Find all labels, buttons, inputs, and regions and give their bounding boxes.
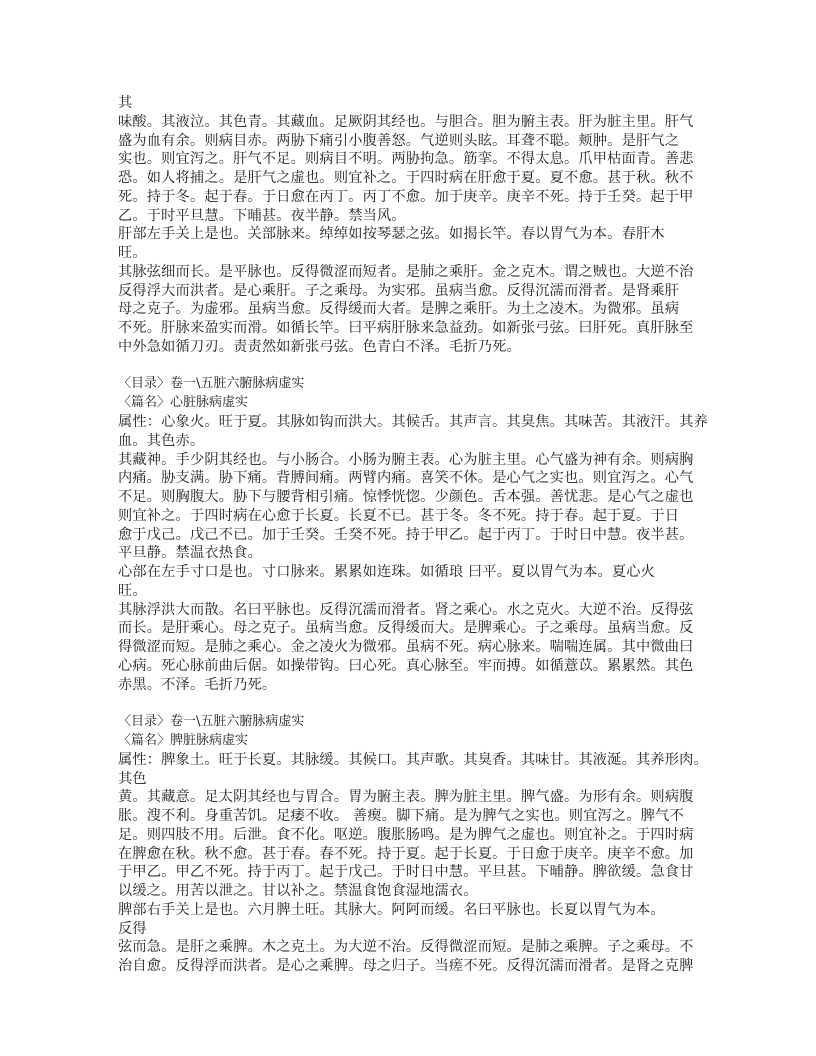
text-line: 旺。 [118, 582, 147, 599]
text-line: 死。持于冬。起于春。于日愈在丙丁。丙丁不愈。加于庚辛。庚辛不死。持于壬癸。起于甲 [118, 188, 694, 205]
text-line: 心部在左手寸口是也。寸口脉来。累累如连珠。如循琅 曰平。夏以胃气为本。夏心火 [118, 564, 656, 581]
text-line: 得微涩而短。是肺之乘心。金之凌火为微邪。虽病不死。病心脉来。喘喘连属。其中微曲曰 [118, 639, 694, 656]
text-line: 味酸。其液泣。其色青。其藏血。足厥阴其经也。与胆合。胆为腑主表。肝为脏主里。肝气 [118, 113, 694, 130]
text-line: 其脉浮洪大而散。名曰平脉也。反得沉濡而滑者。肾之乘心。水之克火。大逆不治。反得弦 [118, 601, 694, 618]
text-line: 不死。肝脉来盈实而滑。如循长竿。曰平病肝脉来急益劲。如新张弓弦。曰肝死。真肝脉至 [118, 320, 694, 337]
text-line: 盛为血有余。则病目赤。两胁下痛引小腹善怒。气逆则头眩。耳聋不聪。颊肿。是肝气之 [118, 132, 680, 149]
text-line: 内痛。胁支满。胁下痛。背膊间痛。两臂内痛。喜笑不休。是心气之实也。则宜泻之。心气 [118, 470, 694, 487]
text-line: 胀。溲不利。身重苦饥。足痿不收。 善瘈。脚下痛。是为脾气之实也。则宜泻之。脾气不 [118, 808, 684, 825]
text-line: 在脾愈在秋。秋不愈。甚于春。春不死。持于夏。起于长夏。于日愈于庚辛。庚辛不愈。加 [118, 845, 694, 862]
text-line: 母之克子。为虚邪。虽病当愈。反得缓而大者。是脾之乘肝。为土之凌木。为微邪。虽病 [118, 301, 680, 318]
text-line: 黄。其藏意。足太阴其经也与胃合。胃为腑主表。脾为脏主里。脾气盛。为形有余。则病腹 [118, 789, 694, 806]
catalog-heading: 〈目录〉卷一\五脏六腑脉病虚实 [118, 714, 305, 730]
document-body [118, 94, 708, 976]
text-line: 平旦静。禁温衣热食。 [118, 545, 262, 562]
blank-line [118, 357, 698, 376]
text-line: 其脉弦细而长。是平脉也。反得微涩而短者。是肺之乘肝。金之克木。谓之贼也。大逆不治 [118, 263, 694, 280]
text-line: 属性：脾象土。旺于长夏。其脉缓。其候口。其声歌。其臭香。其味甘。其液涎。其养形肉。 [118, 751, 708, 768]
text-line: 中外急如循刀刃。责责然如新张弓弦。色青白不泽。毛折乃死。 [118, 338, 521, 355]
text-line: 反得浮大而洪者。是心乘肝。子之乘母。为实邪。虽病当愈。反得沉濡而滑者。是肾乘肝 [118, 282, 680, 299]
text-line: 其色 [118, 770, 147, 787]
catalog-heading: 〈目录〉卷一\五脏六腑脉病虚实 [118, 376, 305, 392]
text-line: 愈于戊己。戊己不已。加于壬癸。壬癸不死。持于甲乙。起于丙丁。于时日中慧。夜半甚。 [118, 526, 694, 543]
text-line: 弦而急。是肝之乘脾。木之克土。为大逆不治。反得微涩而短。是肺之乘脾。子之乘母。不 [118, 939, 694, 956]
text-line: 旺。 [118, 245, 147, 262]
text-line: 乙。于时平旦慧。下晡甚。夜半静。禁当风。 [118, 207, 406, 224]
text-line: 于甲乙。甲乙不死。持于丙丁。起于戊己。于时日中慧。平旦甚。下晡静。脾欲缓。急食甘 [118, 864, 694, 881]
text-line: 反得 [118, 920, 147, 937]
text-line: 赤黑。不泽。毛折乃死。 [118, 676, 277, 693]
text-line: 治自愈。反得浮而洪者。是心之乘脾。母之归子。当瘥不死。反得沉濡而滑者。是肾之克脾 [118, 958, 694, 975]
text-line: 其 [118, 95, 133, 111]
text-line: 心病。死心脉前曲后倨。如操带钩。曰心死。真心脉至。牢而搏。如循薏苡。累累然。其色 [118, 657, 694, 674]
text-line: 脾部右手关上是也。六月脾土旺。其脉大。阿阿而缓。名曰平脉也。长夏以胃气为本。 [118, 901, 665, 918]
text-line: 肝部左手关上是也。关部脉来。绰绰如按琴瑟之弦。如揭长竿。春以胃气为本。春肝木 [118, 226, 665, 243]
text-line: 则宜补之。于四时病在心愈于长夏。长夏不已。甚于冬。冬不死。持于春。起于夏。于日 [118, 507, 680, 524]
blank-line [118, 695, 698, 714]
text-line: 其藏神。手少阴其经也。与小肠合。小肠为腑主表。心为脏主里。心气盛为神有余。则病胸 [118, 451, 694, 468]
text-line: 实也。则宜泻之。肝气不足。则病目不明。两胁拘急。筋挛。不得太息。爪甲枯面青。善悲 [118, 151, 694, 168]
text-line: 而长。是肝乘心。母之克子。虽病当愈。反得缓而大。是脾乘心。子之乘母。虽病当愈。反 [118, 620, 694, 637]
text-line: 属性：心象火。旺于夏。其脉如钩而洪大。其候舌。其声言。其臭焦。其味苦。其液汗。其养 [118, 414, 708, 431]
text-line: 不足。则胸腹大。胁下与腰背相引痛。惊悸恍惚。少颜色。舌本强。善忧悲。是心气之虚也 [118, 489, 694, 506]
text-line: 以缓之。用苦以泄之。甘以补之。禁温食饱食湿地濡衣。 [118, 883, 478, 900]
chapter-title: 〈篇名〉心脏脉病虚实 [118, 395, 249, 411]
text-line: 血。其色赤。 [118, 432, 205, 449]
text-line: 恐。如人将捕之。是肝气之虚也。则宜补之。于四时病在肝愈于夏。夏不愈。甚于秋。秋不 [118, 170, 694, 187]
chapter-title: 〈篇名〉脾脏脉病虚实 [118, 733, 249, 749]
text-line: 足。则四肢不用。后泄。食不化。呕逆。腹胀肠鸣。是为脾气之虚也。则宜补之。于四时病 [118, 826, 694, 843]
